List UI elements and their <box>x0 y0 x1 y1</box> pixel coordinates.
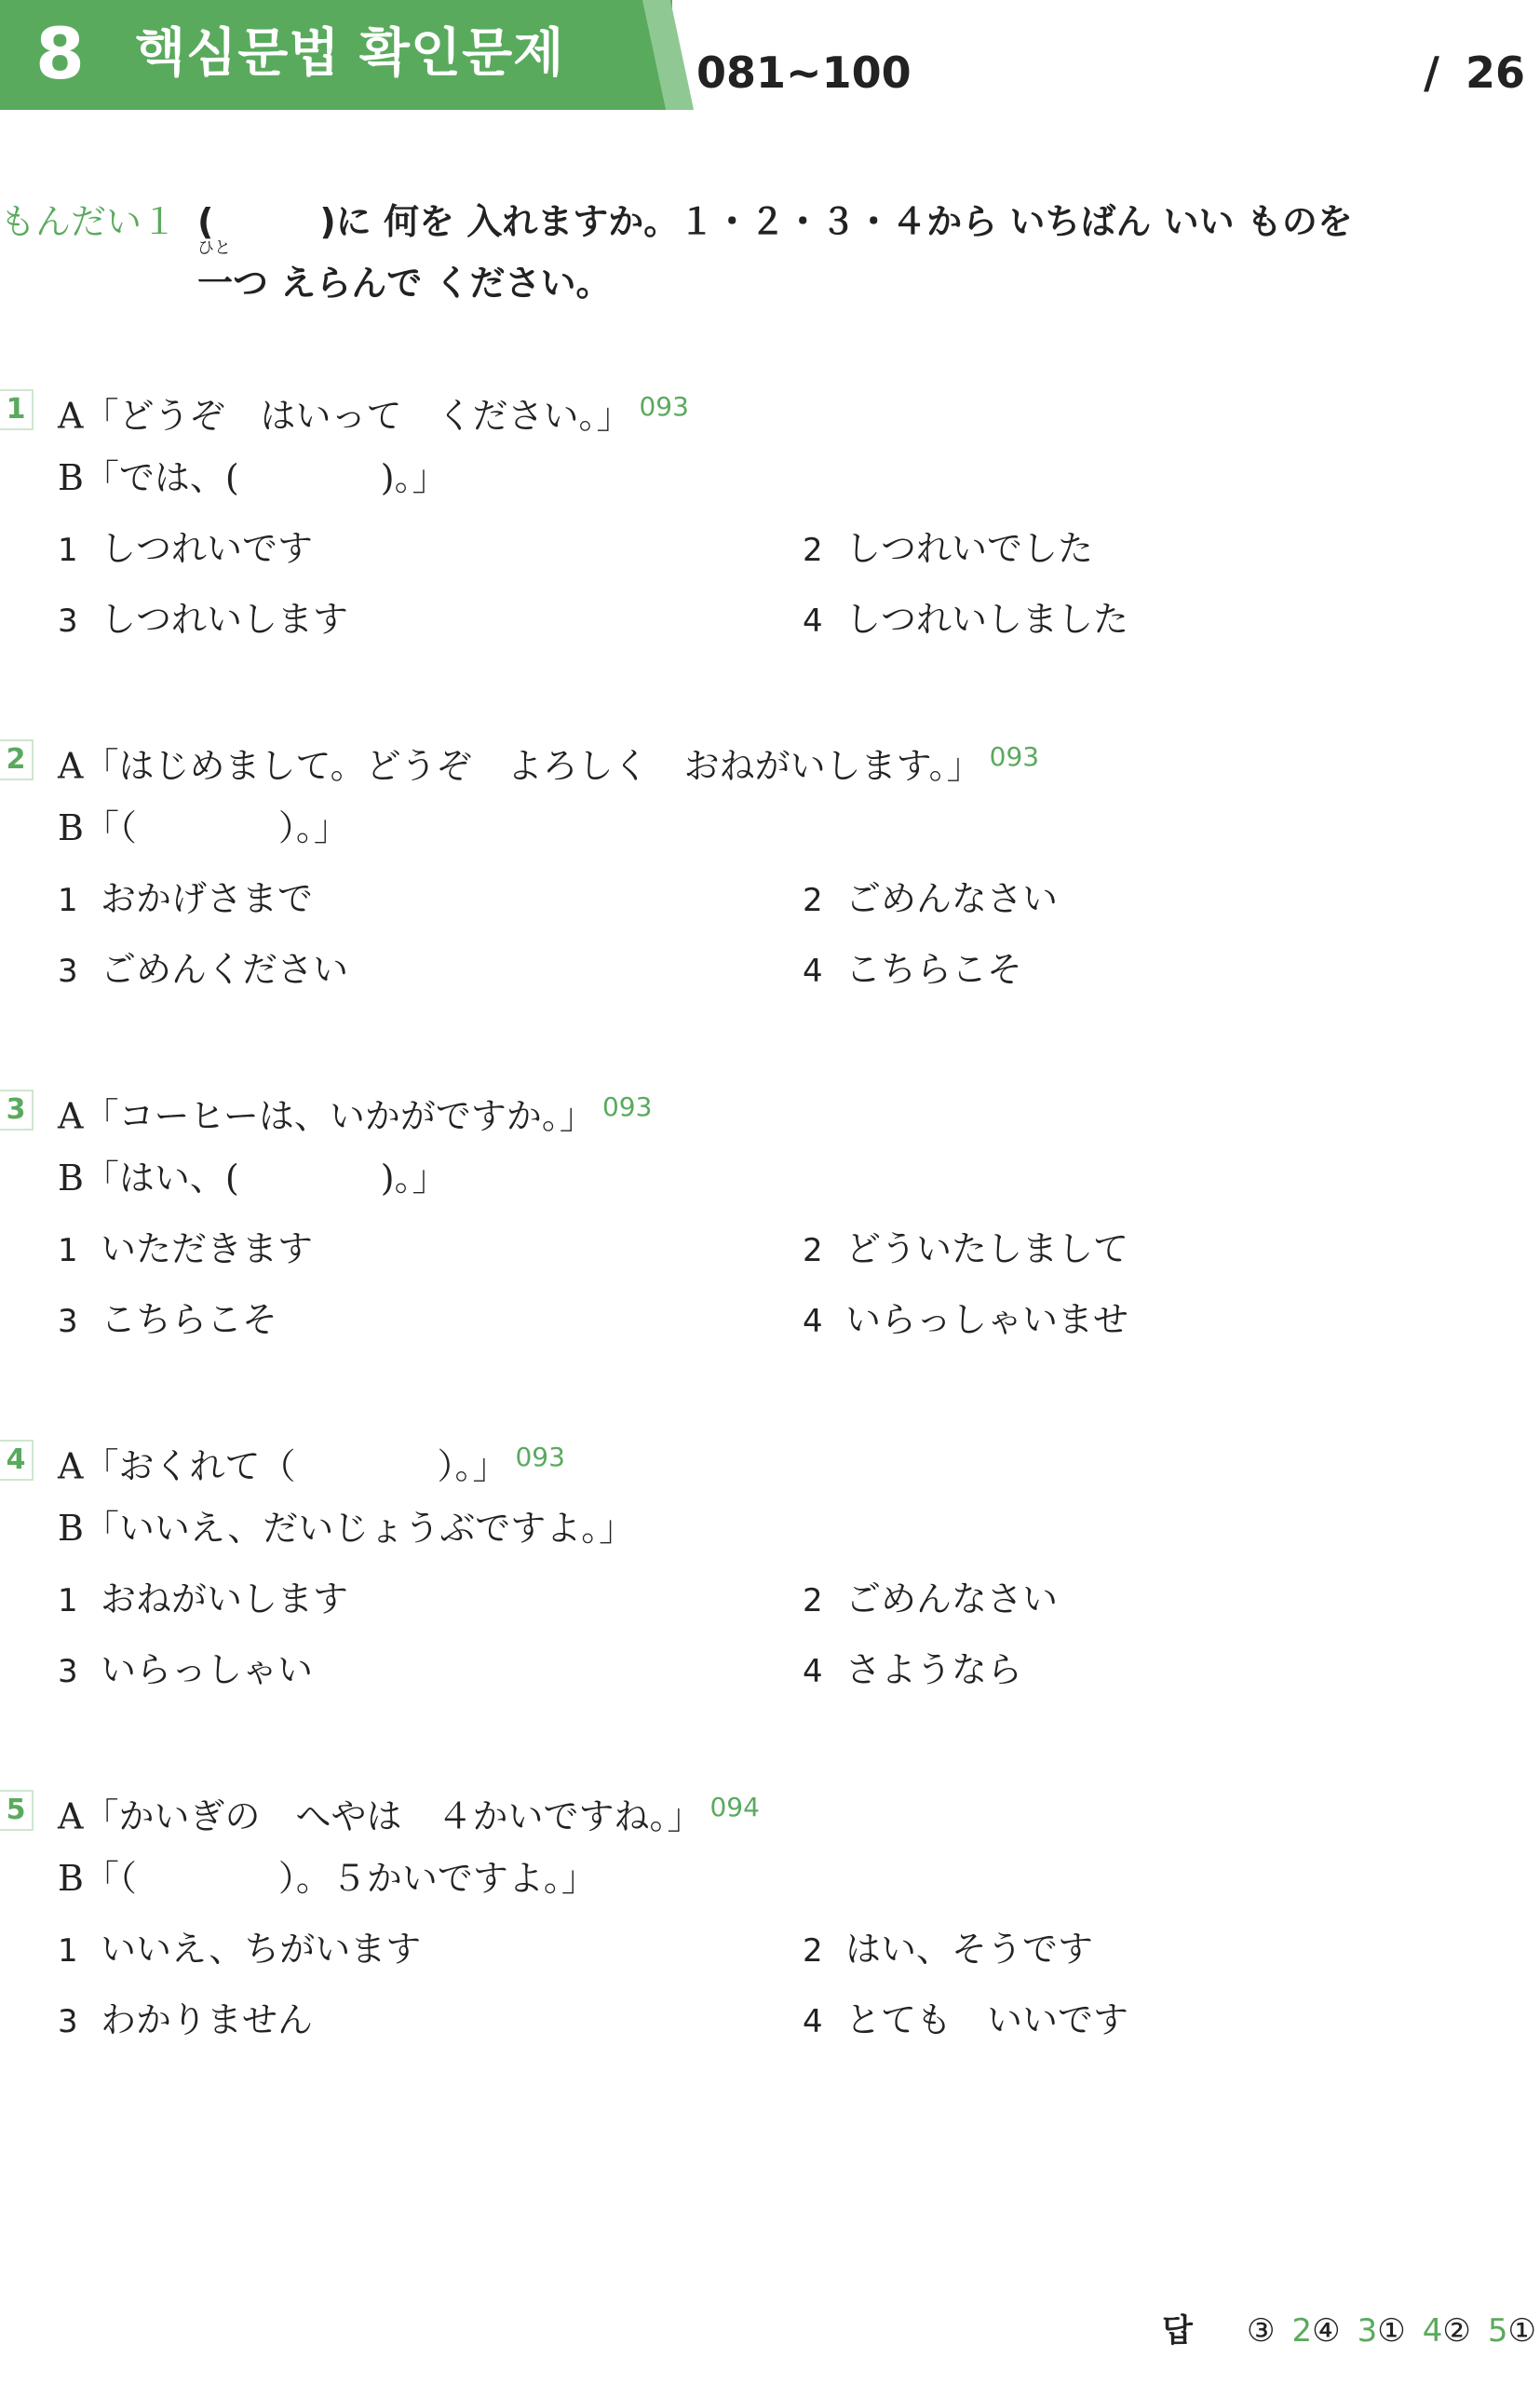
answer-number: 5 <box>1487 2312 1508 2350</box>
question-number: 1 <box>0 389 34 430</box>
option-4[interactable] <box>803 944 1022 996</box>
line-a-text: A「はじめまして。どうぞ よろしく おねがいします。」 <box>58 745 982 787</box>
option-1[interactable] <box>58 523 313 576</box>
option-1[interactable] <box>58 1224 313 1276</box>
question-line-a <box>58 1082 652 1142</box>
answer-value: ④ <box>1312 2312 1341 2350</box>
answer-value: ③ <box>1247 2312 1276 2350</box>
option-number: 4 <box>803 2003 823 2040</box>
question-line-a <box>58 732 1039 792</box>
question-number: 5 <box>0 1790 34 1831</box>
question-line-b: B「（ ）。５かいですよ。」 <box>58 1858 597 1899</box>
option-text: いただきます <box>101 1228 314 1269</box>
option-1[interactable] <box>58 874 313 926</box>
option-3[interactable] <box>58 1294 277 1347</box>
option-number: 4 <box>803 953 823 990</box>
question-line-b: B「（ ）。」 <box>58 807 349 848</box>
score-box <box>1424 45 1525 101</box>
score-slash: / <box>1424 47 1439 98</box>
option-2[interactable] <box>803 523 1093 576</box>
question-line-a <box>58 1782 760 1842</box>
option-number: 1 <box>58 1582 78 1619</box>
option-2[interactable] <box>803 1574 1058 1626</box>
answer-key <box>1162 2308 1536 2354</box>
question-number: 3 <box>0 1090 34 1131</box>
answer-value: ① <box>1507 2312 1536 2350</box>
option-text: いらっしゃいませ <box>845 1299 1129 1340</box>
answer-number: 3 <box>1357 2312 1378 2350</box>
option-4[interactable] <box>803 1645 1022 1697</box>
answer-item <box>1488 2312 1536 2350</box>
line-a-text: A「おくれて（ ）。」 <box>58 1445 508 1487</box>
option-number: 1 <box>58 1932 78 1970</box>
option-text: ごめんなさい <box>845 878 1059 919</box>
option-2[interactable] <box>803 874 1058 926</box>
answer-item <box>1358 2312 1406 2350</box>
option-2[interactable] <box>803 1924 1093 1976</box>
option-2[interactable] <box>803 1224 1128 1276</box>
answer-item <box>1423 2312 1471 2350</box>
option-3[interactable] <box>58 1645 313 1697</box>
option-text: こちらこそ <box>101 1299 278 1340</box>
question-line-b: B「いいえ、だいじょうぶですよ。」 <box>58 1508 635 1549</box>
reference-number: 094 <box>709 1792 760 1822</box>
option-text: こちらこそ <box>845 949 1023 990</box>
option-number: 1 <box>58 1232 78 1269</box>
instruction-line-1: ( )に 何を 入れますか。１・２・３・４から いちばん いい ものを <box>197 201 1353 242</box>
option-4[interactable] <box>803 594 1128 646</box>
score-total: 26 <box>1465 47 1525 98</box>
option-number: 2 <box>803 882 823 919</box>
option-1[interactable] <box>58 1924 421 1976</box>
option-3[interactable] <box>58 1995 313 2047</box>
question-range: 081~100 <box>696 47 912 98</box>
option-text: しつれいでした <box>845 528 1094 569</box>
option-3[interactable] <box>58 594 348 646</box>
option-number: 2 <box>803 1932 823 1970</box>
option-number: 3 <box>58 1653 78 1690</box>
option-text: おかげさまで <box>101 878 314 919</box>
line-a-text: A「かいぎの へやは ４かいですね。」 <box>58 1795 703 1837</box>
option-text: どういたしまして <box>845 1228 1129 1269</box>
answer-item <box>1247 2312 1275 2350</box>
option-text: とても いいです <box>845 1999 1129 2040</box>
option-number: 4 <box>803 603 823 640</box>
answer-value: ② <box>1442 2312 1471 2350</box>
option-text: しつれいします <box>101 599 349 640</box>
answer-number: 4 <box>1422 2312 1443 2350</box>
instruction-label: もんだい１ <box>0 201 178 242</box>
line-a-text: A「コーヒーは、いかがですか。」 <box>58 1095 595 1137</box>
question-line-a <box>58 1432 565 1492</box>
answer-value: ① <box>1377 2312 1406 2350</box>
option-text: わかりません <box>101 1999 314 2040</box>
option-number: 2 <box>803 1232 823 1269</box>
option-number: 1 <box>58 532 78 569</box>
answer-item <box>1292 2312 1341 2350</box>
option-number: 2 <box>803 532 823 569</box>
option-text: はい、そうです <box>845 1929 1094 1970</box>
answer-label: 답 <box>1162 2312 1194 2350</box>
option-number: 3 <box>58 603 78 640</box>
question-line-b: B「はい、( )。」 <box>58 1158 448 1199</box>
line-a-text: A「どうぞ はいって ください。」 <box>58 395 632 437</box>
option-1[interactable] <box>58 1574 348 1626</box>
reference-number: 093 <box>989 741 1040 772</box>
option-text: ごめんなさい <box>845 1578 1059 1619</box>
option-number: 3 <box>58 2003 78 2040</box>
option-4[interactable] <box>803 1294 1128 1347</box>
option-text: しつれいです <box>101 528 314 569</box>
reference-number: 093 <box>601 1091 653 1122</box>
question-number: 4 <box>0 1440 34 1481</box>
instruction-line-2: 一つ えらんで ください。 <box>197 263 612 304</box>
option-number: 4 <box>803 1303 823 1340</box>
option-text: さようなら <box>845 1649 1023 1690</box>
reference-number: 093 <box>639 391 689 422</box>
option-number: 1 <box>58 882 78 919</box>
option-number: 3 <box>58 953 78 990</box>
option-text: ごめんください <box>101 949 349 990</box>
chapter-title: 핵심문법 확인문제 <box>135 23 565 84</box>
option-number: 4 <box>803 1653 823 1690</box>
option-text: いらっしゃい <box>101 1649 314 1690</box>
answer-number: 2 <box>1291 2312 1313 2350</box>
instruction-furigana: ひと <box>197 238 231 258</box>
question-line-a <box>58 382 689 441</box>
option-text: いいえ、ちがいます <box>101 1929 422 1970</box>
option-3[interactable] <box>58 944 348 996</box>
question-number: 2 <box>0 739 34 780</box>
option-number: 3 <box>58 1303 78 1340</box>
reference-number: 093 <box>515 1442 565 1472</box>
question-line-b: B「では、( )。」 <box>58 457 448 498</box>
option-text: おねがいします <box>101 1578 349 1619</box>
option-number: 2 <box>803 1582 823 1619</box>
chapter-number: 8 <box>35 12 85 95</box>
option-4[interactable] <box>803 1995 1128 2047</box>
option-text: しつれいしました <box>845 599 1129 640</box>
